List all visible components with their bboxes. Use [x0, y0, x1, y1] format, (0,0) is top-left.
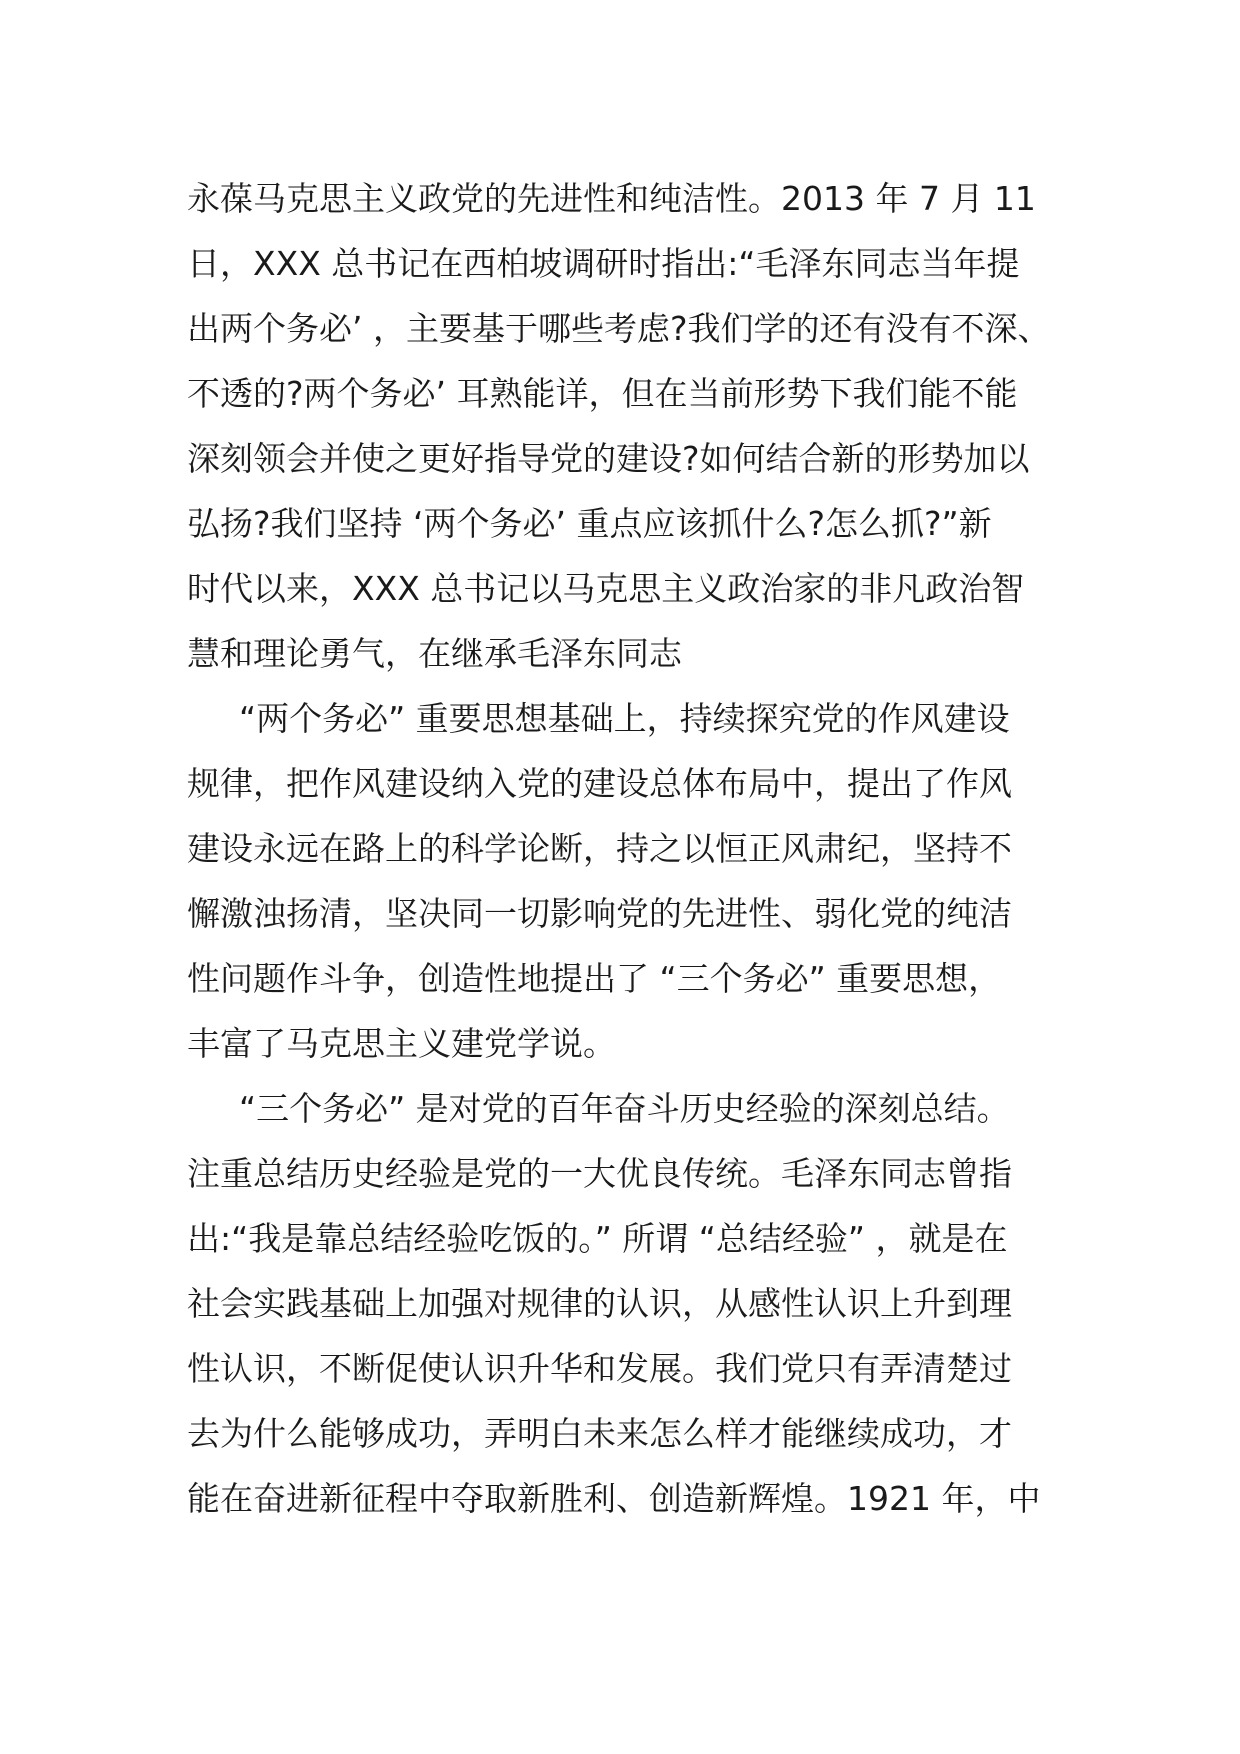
text-line: 性认识，不断促使认识升华和发展。我们党只有弄清楚过	[187, 1349, 1012, 1388]
text-line: 出:“我是靠总结经验吃饭的。” 所谓 “总结经验” ，就是在	[187, 1219, 1008, 1258]
body-text	[187, 166, 1067, 1531]
text-line: 永葆马克思主义政党的先进性和纯洁性。2013 年 7 月 11	[187, 179, 1036, 218]
text-line: 不透的?两个务必’ 耳熟能详，但在当前形势下我们能不能	[187, 374, 1018, 413]
text-line: 性问题作斗争，创造性地提出了 “三个务必” 重要思想，	[187, 959, 1002, 998]
text-line: 日，XXX 总书记在西柏坡调研时指出:“毛泽东同志当年提	[187, 244, 1020, 283]
text-line: 去为什么能够成功，弄明白未来怎么样才能继续成功，才	[187, 1414, 1012, 1453]
text-line: 弘扬?我们坚持 ‘两个务必’ 重点应该抓什么?怎么抓?”新	[187, 504, 992, 543]
text-line: 出两个务必’ ，主要基于哪些考虑?我们学的还有没有不深、	[187, 309, 1051, 348]
text-line: 注重总结历史经验是党的一大优良传统。毛泽东同志曾指	[187, 1154, 1012, 1193]
text-line: 深刻领会并使之更好指导党的建设?如何结合新的形势加以	[187, 439, 1030, 478]
text-line: 能在奋进新征程中夺取新胜利、创造新辉煌。1921 年，中	[187, 1479, 1041, 1518]
text-line: 时代以来，XXX 总书记以马克思主义政治家的非凡政治智	[187, 569, 1025, 608]
text-line: 建设永远在路上的科学论断，持之以恒正风肃纪，坚持不	[187, 829, 1012, 868]
text-line: 规律，把作风建设纳入党的建设总体布局中，提出了作风	[187, 764, 1012, 803]
text-line: 社会实践基础上加强对规律的认识，从感性认识上升到理	[187, 1284, 1012, 1323]
paragraph-start-line: “两个务必” 重要思想基础上，持续探究党的作风建设	[239, 699, 1010, 738]
paragraph-start-line: “三个务必” 是对党的百年奋斗历史经验的深刻总结。	[239, 1089, 1010, 1128]
text-line: 懈激浊扬清，坚决同一切影响党的先进性、弱化党的纯洁	[187, 894, 1012, 933]
text-line: 丰富了马克思主义建党学说。	[187, 1024, 616, 1063]
text-line: 慧和理论勇气，在继承毛泽东同志	[187, 634, 682, 673]
